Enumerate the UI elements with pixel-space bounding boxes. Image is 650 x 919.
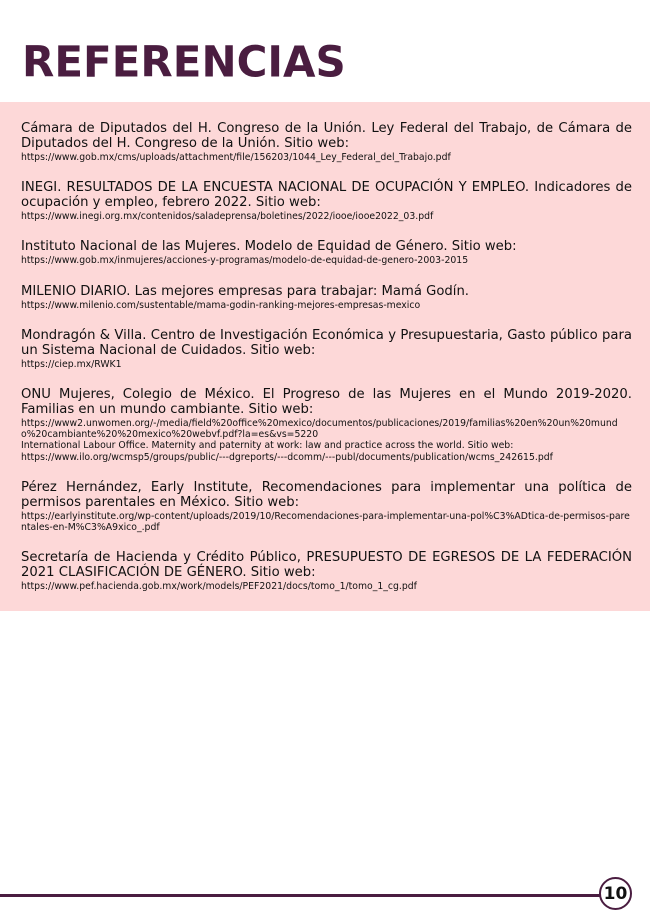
reference-citation: INEGI. RESULTADOS DE LA ENCUESTA NACIONAL DE OCUPACIÓN Y EMPLEO. Indicadores de ocupación y empleo, febrero 2022. Sitio web: [21, 180, 632, 211]
reference-citation-secondary: International Labour Office. Maternity and paternity at work: law and practice across the world. Sitio web: [21, 440, 514, 452]
reference-citation: Pérez Hernández, Early Institute, Recomendaciones para implementar una política de permisos parentales en México. Sitio web: [21, 479, 632, 510]
reference-citation: Cámara de Diputados del H. Congreso de la Unión. Ley Federal del Trabajo, de Cámara de Diputados del H. Congreso de la Unión. Sitio web: [21, 121, 632, 151]
reference-link[interactable]: https://earlyinstitute.org/wp-content/uploads/2019/10/Recomendaciones-para-implementar-una-pol%C3%ADtica-de-permisos-parentales-en-M%C3%A9xico_.pdf [21, 510, 630, 534]
reference-citation: ONU Mujeres, Colegio de México. El Progreso de las Mujeres en el Mundo 2019-2020. Familias en un mundo cambiante. Sitio web: [21, 387, 632, 418]
reference-item [21, 239, 632, 266]
reference-link[interactable]: https://www.inegi.org.mx/contenidos/saladeprensa/boletines/2022/iooe/iooe2022_03.pdf [21, 211, 434, 223]
footer-divider [0, 894, 600, 897]
page-number: 10 [603, 883, 628, 904]
reference-citation: Instituto Nacional de las Mujeres. Modelo de Equidad de Género. Sitio web: [21, 239, 517, 255]
reference-citation: MILENIO DIARIO. Las mejores empresas para trabajar: Mamá Godín. [21, 283, 469, 299]
page-title: REFERENCIAS [22, 36, 346, 87]
reference-link[interactable]: https://www.gob.mx/cms/uploads/attachment/file/156203/1044_Ley_Federal_del_Trabajo.pdf [21, 152, 451, 163]
reference-link[interactable]: https://www.gob.mx/inmujeres/acciones-y-programas/modelo-de-equidad-de-genero-2003-2015 [21, 255, 469, 267]
references-box [0, 102, 650, 611]
reference-item [21, 480, 632, 533]
reference-link-secondary[interactable]: https://www.ilo.org/wcmsp5/groups/public/---dgreports/---dcomm/---publ/documents/publication/wcms_242615.pdf [21, 451, 553, 463]
reference-item [21, 180, 632, 222]
reference-item [21, 328, 632, 370]
reference-item [21, 550, 632, 592]
reference-link[interactable]: https://ciep.mx/RWK1 [21, 358, 122, 370]
reference-item [21, 387, 632, 463]
reference-link[interactable]: https://www.pef.hacienda.gob.mx/work/models/PEF2021/docs/tomo_1/tomo_1_cg.pdf [21, 581, 417, 593]
page-number-badge [599, 877, 632, 910]
reference-item [21, 284, 632, 311]
reference-citation: Mondragón & Villa. Centro de Investigación Económica y Presupuestaria, Gasto público para un Sistema Nacional de Cuidados. Sitio web: [21, 327, 632, 358]
reference-link[interactable]: https://www.milenio.com/sustentable/mama-godin-ranking-mejores-empresas-mexico [21, 299, 421, 311]
reference-citation: Secretaría de Hacienda y Crédito Público, PRESUPUESTO DE EGRESOS DE LA FEDERACIÓN 2021 CLASIFICACIÓN DE GÉNERO. Sitio web: [21, 550, 632, 581]
reference-link[interactable]: https://www2.unwomen.org/-/media/field%20office%20mexico/documentos/publicaciones/2019/familias%20en%20un%20mundo%20cambiante%20%20mexico%20webvf.pdf?la=es&vs=5220 [21, 418, 618, 441]
reference-item [21, 121, 632, 163]
